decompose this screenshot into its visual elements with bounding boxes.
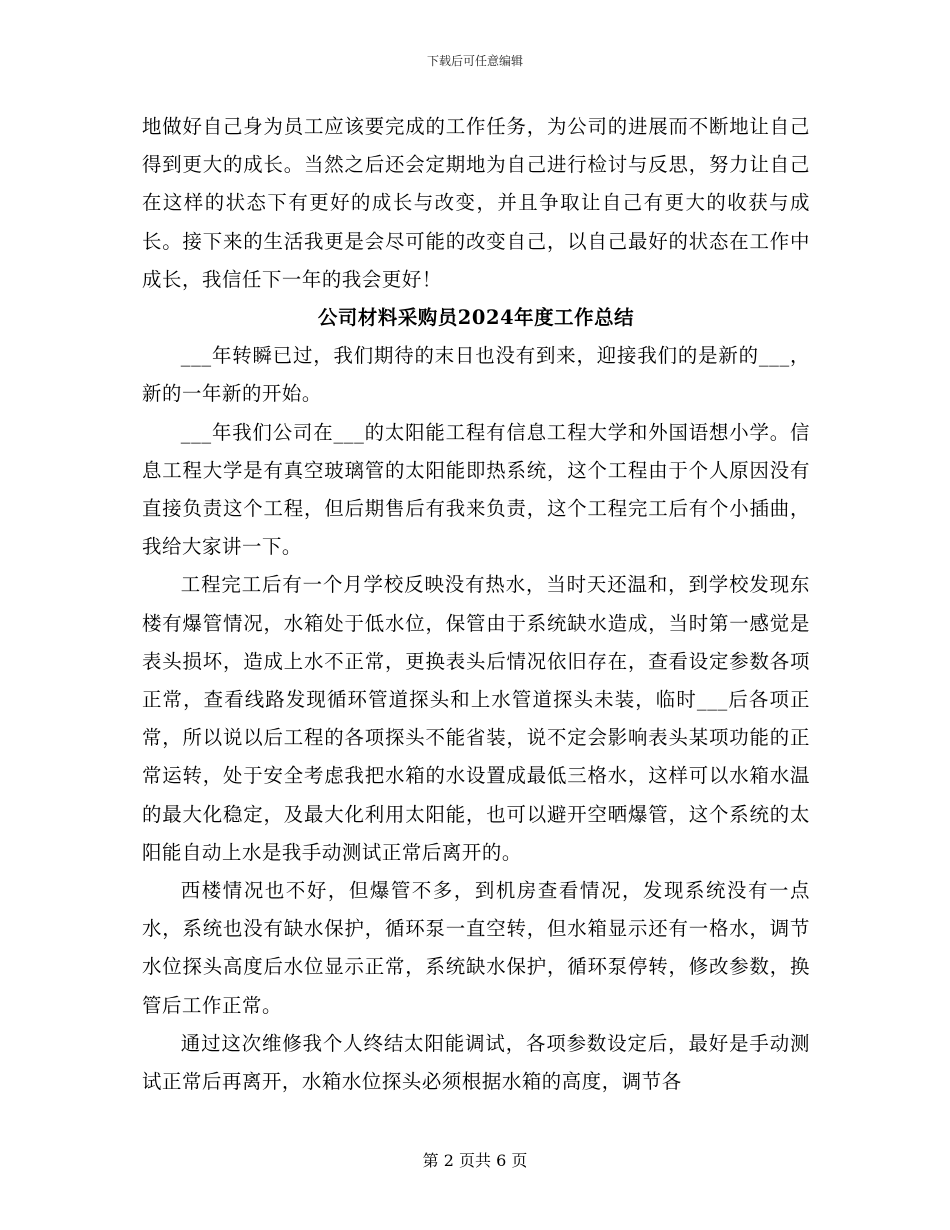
document-body [142, 108, 810, 1101]
paragraph-2: ___年我们公司在___的太阳能工程有信息工程大学和外国语想小学。信息工程大学是有真空玻璃管的太阳能即热系统，这个工程由于个人原因没有直接负责这个工程，但后期售后有我来负责，这个工程完工后有个小插曲，我给大家讲一下。 [142, 420, 810, 559]
page-number: 第 2 页共 6 页 [422, 1151, 528, 1170]
continued-paragraph: 地做好自己身为员工应该要完成的工作任务，为公司的进展而不断地让自己得到更大的成长。当然之后还会定期地为自己进行检讨与反思，努力让自己在这样的状态下有更好的成长与改变，并且争取让自己有更大的收获与成长。接下来的生活我更是会尽可能的改变自己，以自己最好的状态在工作中成长，我信任下一年的我会更好！ [142, 115, 810, 291]
paragraph-4: 西楼情况也不好，但爆管不多，到机房查看情况，发现系统没有一点水，系统也没有缺水保护，循环泵一直空转，但水箱显示还有一格水，调节水位探头高度后水位显示正常，系统缺水保护，循环泵停转，修改参数，换管后工作正常。 [142, 879, 810, 1017]
paragraph-3: 工程完工后有一个月学校反映没有热水，当时天还温和，到学校发现东楼有爆管情况，水箱处于低水位，保管由于系统缺水造成，当时第一感觉是表头损坏，造成上水不正常，更换表头后情况依旧存在，查看设定参数各项正常，查看线路发现循环管道探头和上水管道探头未装，临时___后各项正常，所以说以后工程的各项探头不能省装，说不定会影响表头某项功能的正常运转，处于安全考虑我把水箱的水设置成最低三格水，这样可以水箱水温的最大化稳定，及最大化利用太阳能，也可以避开空晒爆管，这个系统的太阳能自动上水是我手动测试正常后离开的。 [142, 573, 810, 864]
document-title: 公司材料采购员2024年度工作总结 [317, 306, 635, 330]
page-header: 下载后可任意编辑 [426, 54, 523, 68]
paragraph-5: 通过这次维修我个人终结太阳能调试，各项参数设定后，最好是手动测试正常后再离开，水箱水位探头必须根据水箱的高度，调节各 [142, 1031, 810, 1094]
paragraph-1: ___年转瞬已过，我们期待的末日也没有到来，迎接我们的是新的___，新的一年新的开始。 [142, 344, 810, 406]
